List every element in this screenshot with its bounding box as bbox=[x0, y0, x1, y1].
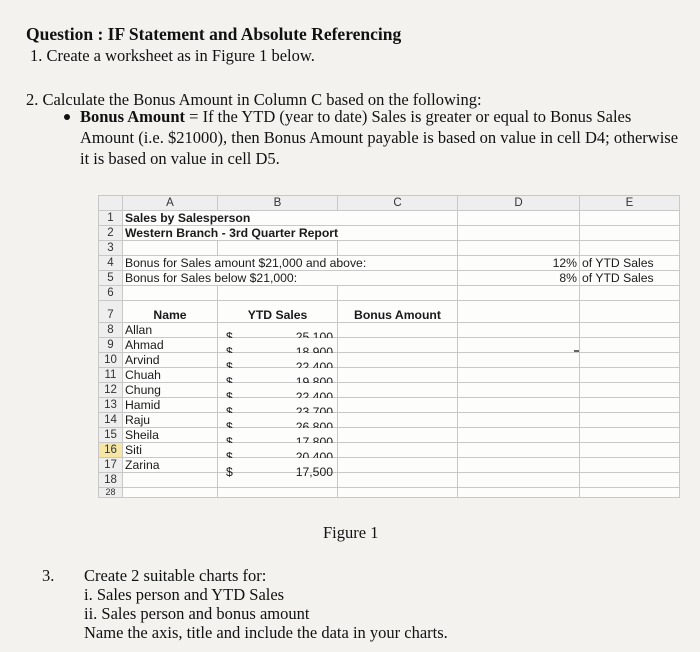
cell bbox=[458, 241, 580, 256]
table-row bbox=[99, 383, 680, 398]
cell bbox=[338, 488, 458, 498]
cell bbox=[458, 368, 580, 383]
salesperson-name-cell: Siti bbox=[123, 443, 218, 458]
cell bbox=[218, 286, 338, 301]
ytd-sales-cell bbox=[218, 323, 338, 338]
bonus-low-label-cell: Bonus for Sales below $21,000: bbox=[123, 271, 338, 286]
cell bbox=[580, 226, 680, 241]
spreadsheet-figure bbox=[98, 195, 680, 498]
sheet-row-28 bbox=[99, 488, 680, 498]
sheet-row-7 bbox=[99, 301, 680, 323]
sheet-row-2 bbox=[99, 226, 680, 241]
question-item-2: 2. Calculate the Bonus Amount in Column C based on the following: bbox=[26, 90, 482, 109]
cell bbox=[458, 488, 580, 498]
row-number: 6 bbox=[99, 286, 123, 301]
spreadsheet-grid bbox=[98, 195, 680, 498]
bonus-low-rate-cell: 8% bbox=[458, 271, 580, 286]
sheet-row-18 bbox=[99, 473, 680, 488]
ytd-sales-cell bbox=[218, 443, 338, 458]
cursor-mark bbox=[574, 350, 579, 352]
cell bbox=[580, 368, 680, 383]
bonus-rule-text: = If the YTD (year to date) Sales is greater or equal to Bonus Sales Amount (i.e. $21000), then Bonus Amount payable is based on value in cell D4; otherwise it is based on value in cell D5. bbox=[80, 107, 679, 168]
cell bbox=[580, 301, 680, 323]
bonus-high-label-cell: Bonus for Sales amount $21,000 and above: bbox=[123, 256, 458, 271]
sheet-title-cell: Sales by Salesperson bbox=[123, 211, 338, 226]
row-number: 18 bbox=[99, 473, 123, 488]
table-row bbox=[99, 368, 680, 383]
cell bbox=[458, 226, 580, 241]
row-number: 9 bbox=[99, 338, 123, 353]
salesperson-name-cell: Chung bbox=[123, 383, 218, 398]
salesperson-name-cell: Chuah bbox=[123, 368, 218, 383]
item3-line-1: Create 2 suitable charts for: bbox=[84, 566, 267, 585]
item3-line-4: Name the axis, title and include the data in your charts. bbox=[84, 623, 448, 642]
ytd-sales-cell bbox=[218, 368, 338, 383]
bonus-amount-cell bbox=[338, 323, 458, 338]
cell bbox=[338, 473, 458, 488]
sheet-row-4 bbox=[99, 256, 680, 271]
salesperson-name-cell: Raju bbox=[123, 413, 218, 428]
header-bonus-cell: Bonus Amount bbox=[338, 301, 458, 323]
table-row bbox=[99, 443, 680, 458]
col-header-b: B bbox=[218, 196, 338, 211]
cell bbox=[218, 488, 338, 498]
salesperson-name-cell: Zarina bbox=[123, 458, 218, 473]
table-row bbox=[99, 428, 680, 443]
bonus-amount-cell bbox=[338, 413, 458, 428]
bonus-amount-cell bbox=[338, 458, 458, 473]
bonus-high-basis-cell: of YTD Sales bbox=[580, 256, 680, 271]
cell bbox=[458, 473, 580, 488]
table-row bbox=[99, 458, 680, 473]
row-number: 11 bbox=[99, 368, 123, 383]
col-header-c: C bbox=[338, 196, 458, 211]
corner-cell bbox=[99, 196, 123, 211]
salesperson-name-cell: Sheila bbox=[123, 428, 218, 443]
cell bbox=[218, 241, 338, 256]
bonus-low-basis-cell: of YTD Sales bbox=[580, 271, 680, 286]
cell bbox=[580, 413, 680, 428]
cell bbox=[338, 271, 458, 286]
ytd-sales-cell bbox=[218, 413, 338, 428]
cell bbox=[458, 211, 580, 226]
row-number: 1 bbox=[99, 211, 123, 226]
cell bbox=[580, 443, 680, 458]
ytd-sales-cell bbox=[218, 458, 338, 479]
col-header-d: D bbox=[458, 196, 580, 211]
table-row bbox=[99, 398, 680, 413]
row-number: 8 bbox=[99, 323, 123, 338]
row-number: 5 bbox=[99, 271, 123, 286]
col-header-e: E bbox=[580, 196, 680, 211]
cell bbox=[338, 241, 458, 256]
sheet-row-3 bbox=[99, 241, 680, 256]
cell bbox=[580, 398, 680, 413]
cell bbox=[580, 383, 680, 398]
cell bbox=[458, 286, 580, 301]
bonus-term: Bonus Amount bbox=[80, 107, 186, 126]
bonus-amount-cell bbox=[338, 383, 458, 398]
cell bbox=[458, 301, 580, 323]
figure-caption: Figure 1 bbox=[323, 523, 379, 542]
bonus-amount-cell bbox=[338, 338, 458, 353]
bonus-rule bbox=[80, 106, 685, 169]
sheet-row-1 bbox=[99, 211, 680, 226]
question-item-1: 1. Create a worksheet as in Figure 1 below. bbox=[30, 46, 315, 65]
cell bbox=[458, 353, 580, 368]
cell bbox=[458, 428, 580, 443]
cell bbox=[338, 286, 458, 301]
row-number: 15 bbox=[99, 428, 123, 443]
item3-line-2: i. Sales person and YTD Sales bbox=[84, 585, 285, 604]
header-ytd-cell: YTD Sales bbox=[218, 301, 338, 323]
row-number: 28 bbox=[99, 488, 123, 498]
row-number: 13 bbox=[99, 398, 123, 413]
question-item-3-number: 3. bbox=[42, 566, 55, 585]
table-row bbox=[99, 323, 680, 338]
cell bbox=[458, 413, 580, 428]
cell bbox=[580, 338, 680, 353]
ytd-sales-cell bbox=[218, 398, 338, 413]
sheet-row-6 bbox=[99, 286, 680, 301]
cell bbox=[580, 241, 680, 256]
row-number: 10 bbox=[99, 353, 123, 368]
row-number: 16 bbox=[99, 443, 123, 458]
sheet-row-5 bbox=[99, 271, 680, 286]
cell bbox=[580, 323, 680, 338]
row-number: 12 bbox=[99, 383, 123, 398]
bonus-amount-cell bbox=[338, 398, 458, 413]
bonus-amount-cell bbox=[338, 443, 458, 458]
cell bbox=[123, 488, 218, 498]
cell bbox=[580, 286, 680, 301]
cell bbox=[580, 211, 680, 226]
cell bbox=[458, 398, 580, 413]
bonus-amount-cell bbox=[338, 368, 458, 383]
table-row bbox=[99, 413, 680, 428]
cell bbox=[458, 458, 580, 473]
table-row bbox=[99, 353, 680, 368]
header-name-cell: Name bbox=[123, 301, 218, 323]
cell bbox=[123, 473, 218, 488]
cell bbox=[123, 241, 218, 256]
salesperson-name-cell: Arvind bbox=[123, 353, 218, 368]
question-item-3 bbox=[84, 566, 448, 642]
cell bbox=[458, 443, 580, 458]
sheet-subtitle-cell: Western Branch - 3rd Quarter Report bbox=[123, 226, 458, 241]
salesperson-name-cell: Allan bbox=[123, 323, 218, 338]
column-header-row bbox=[99, 196, 680, 211]
cell bbox=[458, 323, 580, 338]
row-number: 3 bbox=[99, 241, 123, 256]
cell bbox=[123, 286, 218, 301]
salesperson-rows bbox=[99, 323, 680, 479]
ytd-sales-cell bbox=[218, 353, 338, 368]
bonus-amount-cell bbox=[338, 353, 458, 368]
col-header-a: A bbox=[123, 196, 218, 211]
cell bbox=[338, 211, 458, 226]
question-title: Question : IF Statement and Absolute Referencing bbox=[26, 24, 402, 44]
cell bbox=[580, 488, 680, 498]
cell bbox=[458, 338, 580, 353]
cell bbox=[580, 473, 680, 488]
table-row bbox=[99, 338, 680, 353]
salesperson-name-cell: Ahmad bbox=[123, 338, 218, 353]
item3-line-3: ii. Sales person and bonus amount bbox=[84, 604, 310, 623]
bullet-icon bbox=[64, 114, 70, 120]
cell bbox=[580, 458, 680, 473]
row-number: 17 bbox=[99, 458, 123, 473]
ytd-sales-cell bbox=[218, 428, 338, 443]
cell bbox=[458, 383, 580, 398]
bonus-amount-cell bbox=[338, 428, 458, 443]
cell bbox=[580, 353, 680, 368]
row-number: 14 bbox=[99, 413, 123, 428]
ytd-sales-cell bbox=[218, 338, 338, 353]
cell bbox=[580, 428, 680, 443]
bonus-high-rate-cell: 12% bbox=[458, 256, 580, 271]
row-number: 4 bbox=[99, 256, 123, 271]
row-number: 2 bbox=[99, 226, 123, 241]
ytd-sales-value: 17,500 bbox=[295, 465, 333, 479]
row-number: 7 bbox=[99, 301, 123, 323]
salesperson-name-cell: Hamid bbox=[123, 398, 218, 413]
ytd-sales-cell bbox=[218, 383, 338, 398]
currency-symbol: $ bbox=[226, 465, 233, 479]
